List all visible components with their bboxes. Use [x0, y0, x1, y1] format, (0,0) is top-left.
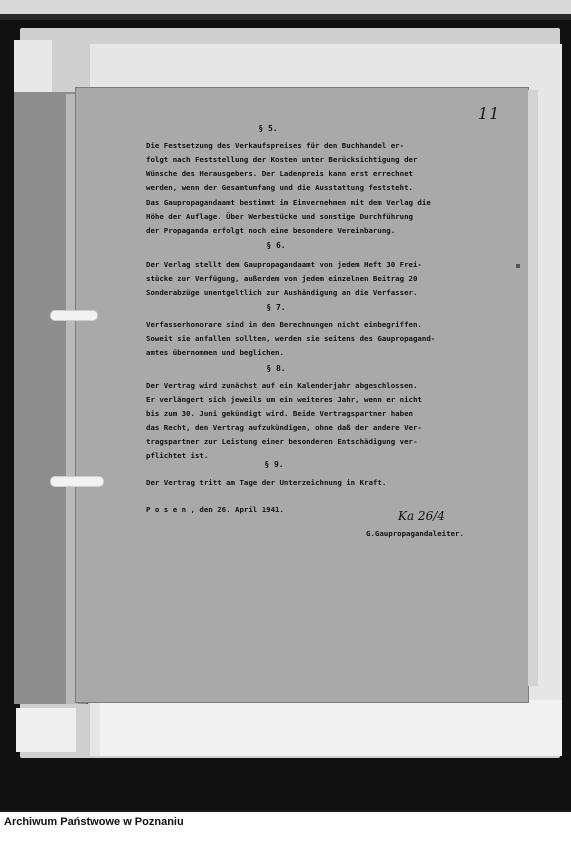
- section-heading: § 7.: [266, 303, 286, 312]
- handwritten-signature: Ka 26/4: [398, 509, 445, 523]
- binder-fastener-bottom: [50, 476, 104, 487]
- paragraph-line: das Recht, den Vertrag aufzukündigen, ohne daß der andere Ver-: [146, 423, 422, 432]
- paragraph-line: Der Vertrag tritt am Tage der Unterzeichnung in Kraft.: [146, 478, 387, 487]
- paragraph-line: pflichtet ist.: [146, 451, 209, 460]
- paragraph-line: Der Vertrag wird zunächst auf ein Kalenderjahr abgeschlossen.: [146, 381, 418, 390]
- paragraph-line: tragspartner zur Leistung einer besonderen Entschädigung ver-: [146, 437, 418, 446]
- paragraph-line: der Propaganda erfolgt noch eine besondere Vereinbarung.: [146, 226, 396, 235]
- signer-title: G.Gaupropagandaleiter.: [366, 529, 464, 538]
- section-heading: § 5.: [258, 124, 278, 133]
- page-number: 11: [478, 104, 501, 123]
- folder-bottom-tab: [16, 708, 76, 752]
- paragraph-line: amtes übernommen und beglichen.: [146, 348, 284, 357]
- paragraph-line: Der Verlag stellt dem Gaupropagandaamt von jedem Heft 30 Frei-: [146, 260, 422, 269]
- back-sheet-bottom: [100, 700, 562, 756]
- paragraph-line: Höhe der Auflage. Über Werbestücke und sonstige Durchführung: [146, 212, 413, 221]
- page-mark: [516, 264, 520, 268]
- paragraph-line: Sonderabzüge unentgeltlich zur Aushändigung an die Verfasser.: [146, 288, 418, 297]
- paragraph-line: folgt nach Feststellung der Kosten unter Berücksichtigung der: [146, 155, 418, 164]
- section-heading: § 6.: [266, 241, 286, 250]
- place-date: P o s e n , den 26. April 1941.: [146, 505, 284, 514]
- paragraph-line: Die Festsetzung des Verkaufspreises für den Buchhandel er-: [146, 141, 405, 150]
- paragraph-line: Soweit sie anfallen sollten, werden sie seitens des Gaupropagand-: [146, 334, 436, 343]
- paragraph-line: Verfasserhonorare sind in den Berechnungen nicht einbegriffen.: [146, 320, 422, 329]
- paragraph-line: Er verlängert sich jeweils um ein weiteres Jahr, wenn er nicht: [146, 395, 422, 404]
- paragraph-line: werden, wenn der Gesamtumfang und die Ausstattung feststeht.: [146, 183, 413, 192]
- paragraph-line: bis zum 30. Juni gekündigt wird. Beide Vertragspartner haben: [146, 409, 413, 418]
- paragraph-line: Wünsche des Herausgebers. Der Ladenpreis kann erst errechnet: [146, 169, 413, 178]
- page-right-edge: [528, 90, 538, 686]
- paragraph-line: Das Gaupropagandaamt bestimmt im Einvernehmen mit dem Verlag die: [146, 198, 431, 207]
- folder-top-tab: [14, 40, 52, 95]
- scanner-top-strip: [0, 0, 571, 14]
- archive-name: Archiwum Państwowe w Poznaniu: [4, 816, 184, 828]
- binder-fastener-top: [50, 310, 98, 321]
- section-heading: § 8.: [266, 364, 286, 373]
- paragraph-line: stücke zur Verfügung, außerdem von jedem einzelnen Beitrag 20: [146, 274, 418, 283]
- section-heading: § 9.: [264, 460, 284, 469]
